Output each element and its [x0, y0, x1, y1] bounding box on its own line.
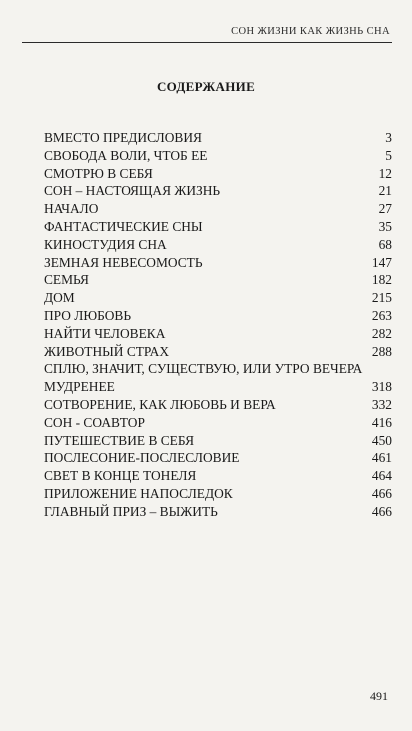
toc-entry [44, 218, 392, 236]
toc-entry [44, 360, 392, 378]
toc-entry-title: НАЙТИ ЧЕЛОВЕКА [44, 325, 166, 341]
toc-entry-page: 12 [378, 165, 392, 181]
toc-entry [44, 467, 392, 485]
toc-entry-page: 282 [371, 325, 392, 341]
toc-entry-title: ГЛАВНЫЙ ПРИЗ – ВЫЖИТЬ [44, 503, 218, 519]
header-rule [22, 42, 392, 43]
toc-entry [44, 289, 392, 307]
toc-entry-title: СЕМЬЯ [44, 272, 89, 288]
toc-entry-page: 263 [371, 307, 392, 323]
toc-entry [44, 485, 392, 503]
toc-entry [44, 129, 392, 147]
toc-entry-page: 461 [371, 450, 392, 466]
toc-entry [44, 503, 392, 521]
toc-entry [44, 325, 392, 343]
toc-entry-title: ФАНТАСТИЧЕСКИЕ СНЫ [44, 218, 203, 234]
page-number: 491 [370, 689, 388, 703]
toc-entry-page: 416 [371, 414, 392, 430]
toc-entry [44, 432, 392, 450]
toc-entry [44, 396, 392, 414]
toc-entry-title: ВМЕСТО ПРЕДИСЛОВИЯ [44, 130, 202, 145]
toc-entry-page: 182 [371, 272, 392, 288]
toc-entry [44, 200, 392, 218]
toc-entry-title: СОН - СОАВТОР [44, 414, 145, 430]
toc-entry-title: ПОСЛЕСОНИЕ-ПОСЛЕСЛОВИЕ [44, 450, 240, 466]
toc-entry-page: 215 [371, 290, 392, 306]
toc-entry-page: 5 [385, 147, 392, 163]
toc-entry-page: 21 [378, 183, 392, 199]
toc-entry [44, 254, 392, 272]
toc-entry-page: 147 [371, 254, 392, 270]
toc-entry-title: ДОМ [44, 290, 75, 306]
toc-entry-title: СОН – НАСТОЯЩАЯ ЖИЗНЬ [44, 183, 221, 199]
toc-entry-title: СВОБОДА ВОЛИ, ЧТОБ ЕЕ [44, 147, 208, 163]
toc-entry [44, 271, 392, 289]
toc-entry-title: СВЕТ В КОНЦЕ ТОНЕЛЯ [44, 468, 197, 484]
toc-entry-page: 466 [371, 485, 392, 501]
contents-title: СОДЕРЖАНИЕ [156, 79, 256, 94]
toc-entry [44, 307, 392, 325]
toc-entry [44, 343, 392, 361]
toc-entry-page: 3 [385, 130, 392, 145]
table-of-contents [44, 129, 392, 521]
toc-entry [44, 378, 392, 396]
toc-entry-page: 68 [378, 236, 392, 252]
toc-entry [44, 165, 392, 183]
toc-entry-title: КИНОСТУДИЯ СНА [44, 236, 167, 252]
toc-entry [44, 236, 392, 254]
toc-entry-page: 466 [371, 503, 392, 519]
toc-entry-title: ПРО ЛЮБОВЬ [44, 307, 132, 323]
toc-entry [44, 449, 392, 467]
toc-entry-title: ЖИВОТНЫЙ СТРАХ [44, 343, 169, 359]
toc-entry-title: СМОТРЮ В СЕБЯ [44, 165, 153, 181]
toc-entry-title: СПЛЮ, ЗНАЧИТ, СУЩЕСТВУЮ, ИЛИ УТРО ВЕЧЕРА [44, 361, 363, 377]
running-head: СОН ЖИЗНИ КАК ЖИЗНЬ СНА [231, 26, 390, 37]
toc-entry [44, 147, 392, 165]
toc-entry [44, 414, 392, 432]
toc-entry-title: СОТВОРЕНИЕ, КАК ЛЮБОВЬ И ВЕРА [44, 396, 276, 412]
toc-entry-page: 450 [371, 432, 392, 448]
toc-entry-title: ПРИЛОЖЕНИЕ НАПОСЛЕДОК [44, 485, 233, 501]
toc-entry-title: ЗЕМНАЯ НЕВЕСОМОСТЬ [44, 254, 203, 270]
toc-entry-page: 332 [371, 396, 392, 412]
toc-entry [44, 182, 392, 200]
toc-entry-page: 464 [371, 468, 392, 484]
toc-entry-page: 288 [371, 343, 392, 359]
toc-entry-title: ПУТЕШЕСТВИЕ В СЕБЯ [44, 432, 195, 448]
toc-entry-title: НАЧАЛО [44, 201, 99, 217]
toc-entry-page: 27 [378, 201, 392, 217]
toc-entry-page: 35 [378, 218, 392, 234]
toc-entry-title: МУДРЕНЕЕ [44, 379, 115, 395]
toc-entry-page: 318 [371, 379, 392, 395]
